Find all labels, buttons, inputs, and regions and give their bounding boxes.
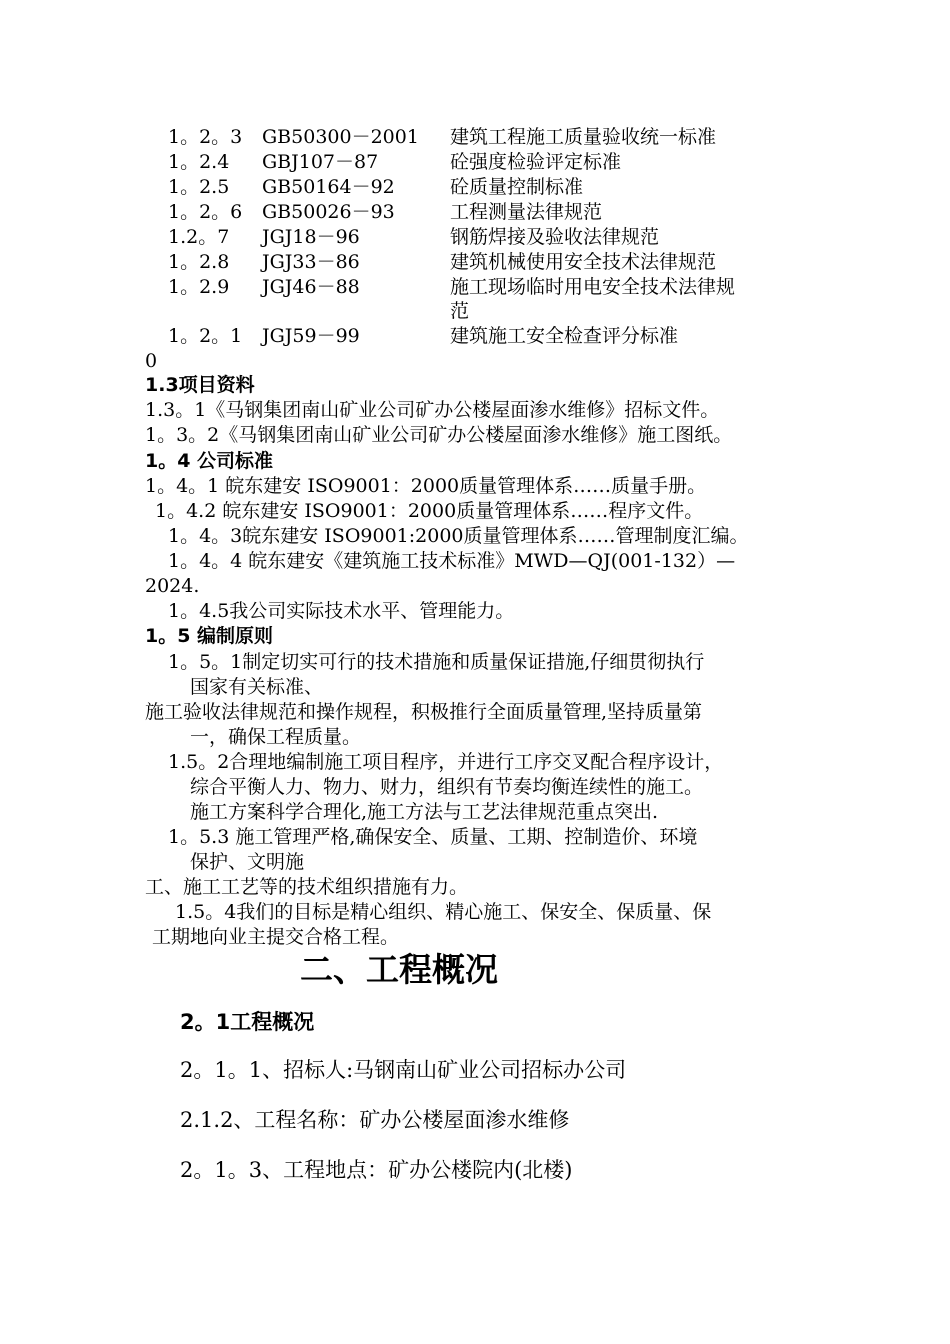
section-heading-1-4: 1。4 公司标准	[145, 450, 274, 472]
standard-number: 1。2.8	[168, 251, 230, 273]
standard-number: 1。2.9	[168, 276, 230, 298]
paragraph-line: 1。4。4 皖东建安《建筑施工技术标准》MWD—QJ(001-132）—	[168, 550, 736, 572]
paragraph-line: 施工验收法律规范和操作规程，积极推行全面质量管理,坚持质量第	[145, 701, 703, 723]
paragraph-line: 1。5.3 施工管理严格,确保安全、质量、工期、控制造价、环境	[168, 826, 698, 848]
standard-code: GB50026－93	[262, 201, 395, 223]
paragraph-line: 工、施工工艺等的技术组织措施有力。	[145, 876, 469, 898]
paragraph-line: 1。5。1制定切实可行的技术措施和质量保证措施,仔细贯彻执行	[168, 651, 705, 673]
paragraph-line: 2024.	[145, 575, 200, 597]
paragraph-line: 施工方案科学合理化,施工方法与工艺法律规范重点突出.	[190, 801, 659, 823]
section-heading-1-5: 1。5 编制原则	[145, 625, 274, 647]
project-item: 2.1.2、工程名称：矿办公楼屋面渗水维修	[180, 1108, 570, 1132]
standard-code: JGJ18－96	[262, 226, 360, 248]
standard-name: 砼强度检验评定标准	[450, 151, 622, 173]
standard-name: 建筑施工安全检查评分标准	[450, 325, 679, 347]
standard-name: 砼质量控制标准	[450, 176, 584, 198]
standard-name: 施工现场临时用电安全技术法律规	[450, 276, 736, 298]
section-heading-1-3: 1.3项目资料	[145, 374, 255, 396]
standard-code: GB50300－2001	[262, 126, 419, 148]
paragraph-line: 1.5。2合理地编制施工项目程序，并进行工序交叉配合程序设计，	[168, 751, 724, 773]
paragraph-line: 1。4.5我公司实际技术水平、管理能力。	[168, 600, 515, 622]
standard-number: 1.2。7	[168, 226, 230, 248]
paragraph-line: 国家有关标准、	[190, 676, 324, 698]
paragraph-line: 1.3。1《马钢集团南山矿业公司矿办公楼屋面渗水维修》招标文件。	[145, 399, 720, 421]
standard-name: 建筑机械使用安全技术法律规范	[450, 251, 717, 273]
standard-code: JGJ59－99	[262, 325, 360, 347]
paragraph-line: 工期地向业主提交合格工程。	[152, 926, 400, 948]
standard-number: 1。2。3	[168, 126, 243, 148]
paragraph-line: 综合平衡人力、物力、财力，组织有节奏均衡连续性的施工。	[190, 776, 704, 798]
paragraph-line: 1.5。4我们的目标是精心组织、精心施工、保安全、保质量、保	[175, 901, 712, 923]
standard-name: 钢筋焊接及验收法律规范	[450, 226, 660, 248]
paragraph-line: 1。3。2《马钢集团南山矿业公司矿办公楼屋面渗水维修》施工图纸。	[145, 424, 733, 446]
standard-code: JGJ46－88	[262, 276, 360, 298]
project-item: 2。1。3、工程地点：矿办公楼院内(北楼)	[180, 1158, 573, 1182]
standard-number: 1。2.4	[168, 151, 230, 173]
chapter-title: 二、工程概况	[300, 950, 498, 989]
standard-name-continuation: 范	[450, 300, 470, 322]
standard-number: 1。2。6	[168, 201, 243, 223]
standard-number: 1。2。1	[168, 325, 243, 347]
standards-tail-text: 0	[145, 350, 158, 372]
paragraph-line: 1。4。3皖东建安 ISO9001:2000质量管理体系……管理制度汇编。	[168, 525, 749, 547]
paragraph-line: 1。4.2 皖东建安 ISO9001：2000质量管理体系……程序文件。	[155, 500, 704, 522]
standard-code: GBJ107－87	[262, 151, 379, 173]
section-heading-2-1: 2。1工程概况	[180, 1010, 315, 1034]
paragraph-line: 保护、文明施	[190, 851, 305, 873]
standard-code: JGJ33－86	[262, 251, 360, 273]
standard-row-continuation	[450, 299, 469, 323]
standard-code: GB50164－92	[262, 176, 395, 198]
standard-number: 1。2.5	[168, 176, 230, 198]
project-item: 2。1。1、招标人:马钢南山矿业公司招标办公司	[180, 1058, 627, 1082]
standard-name: 工程测量法律规范	[450, 201, 603, 223]
paragraph-line: 1。4。1 皖东建安 ISO9001：2000质量管理体系……质量手册。	[145, 475, 707, 497]
standard-name: 建筑工程施工质量验收统一标准	[450, 126, 717, 148]
paragraph-line: 一，确保工程质量。	[190, 726, 362, 748]
